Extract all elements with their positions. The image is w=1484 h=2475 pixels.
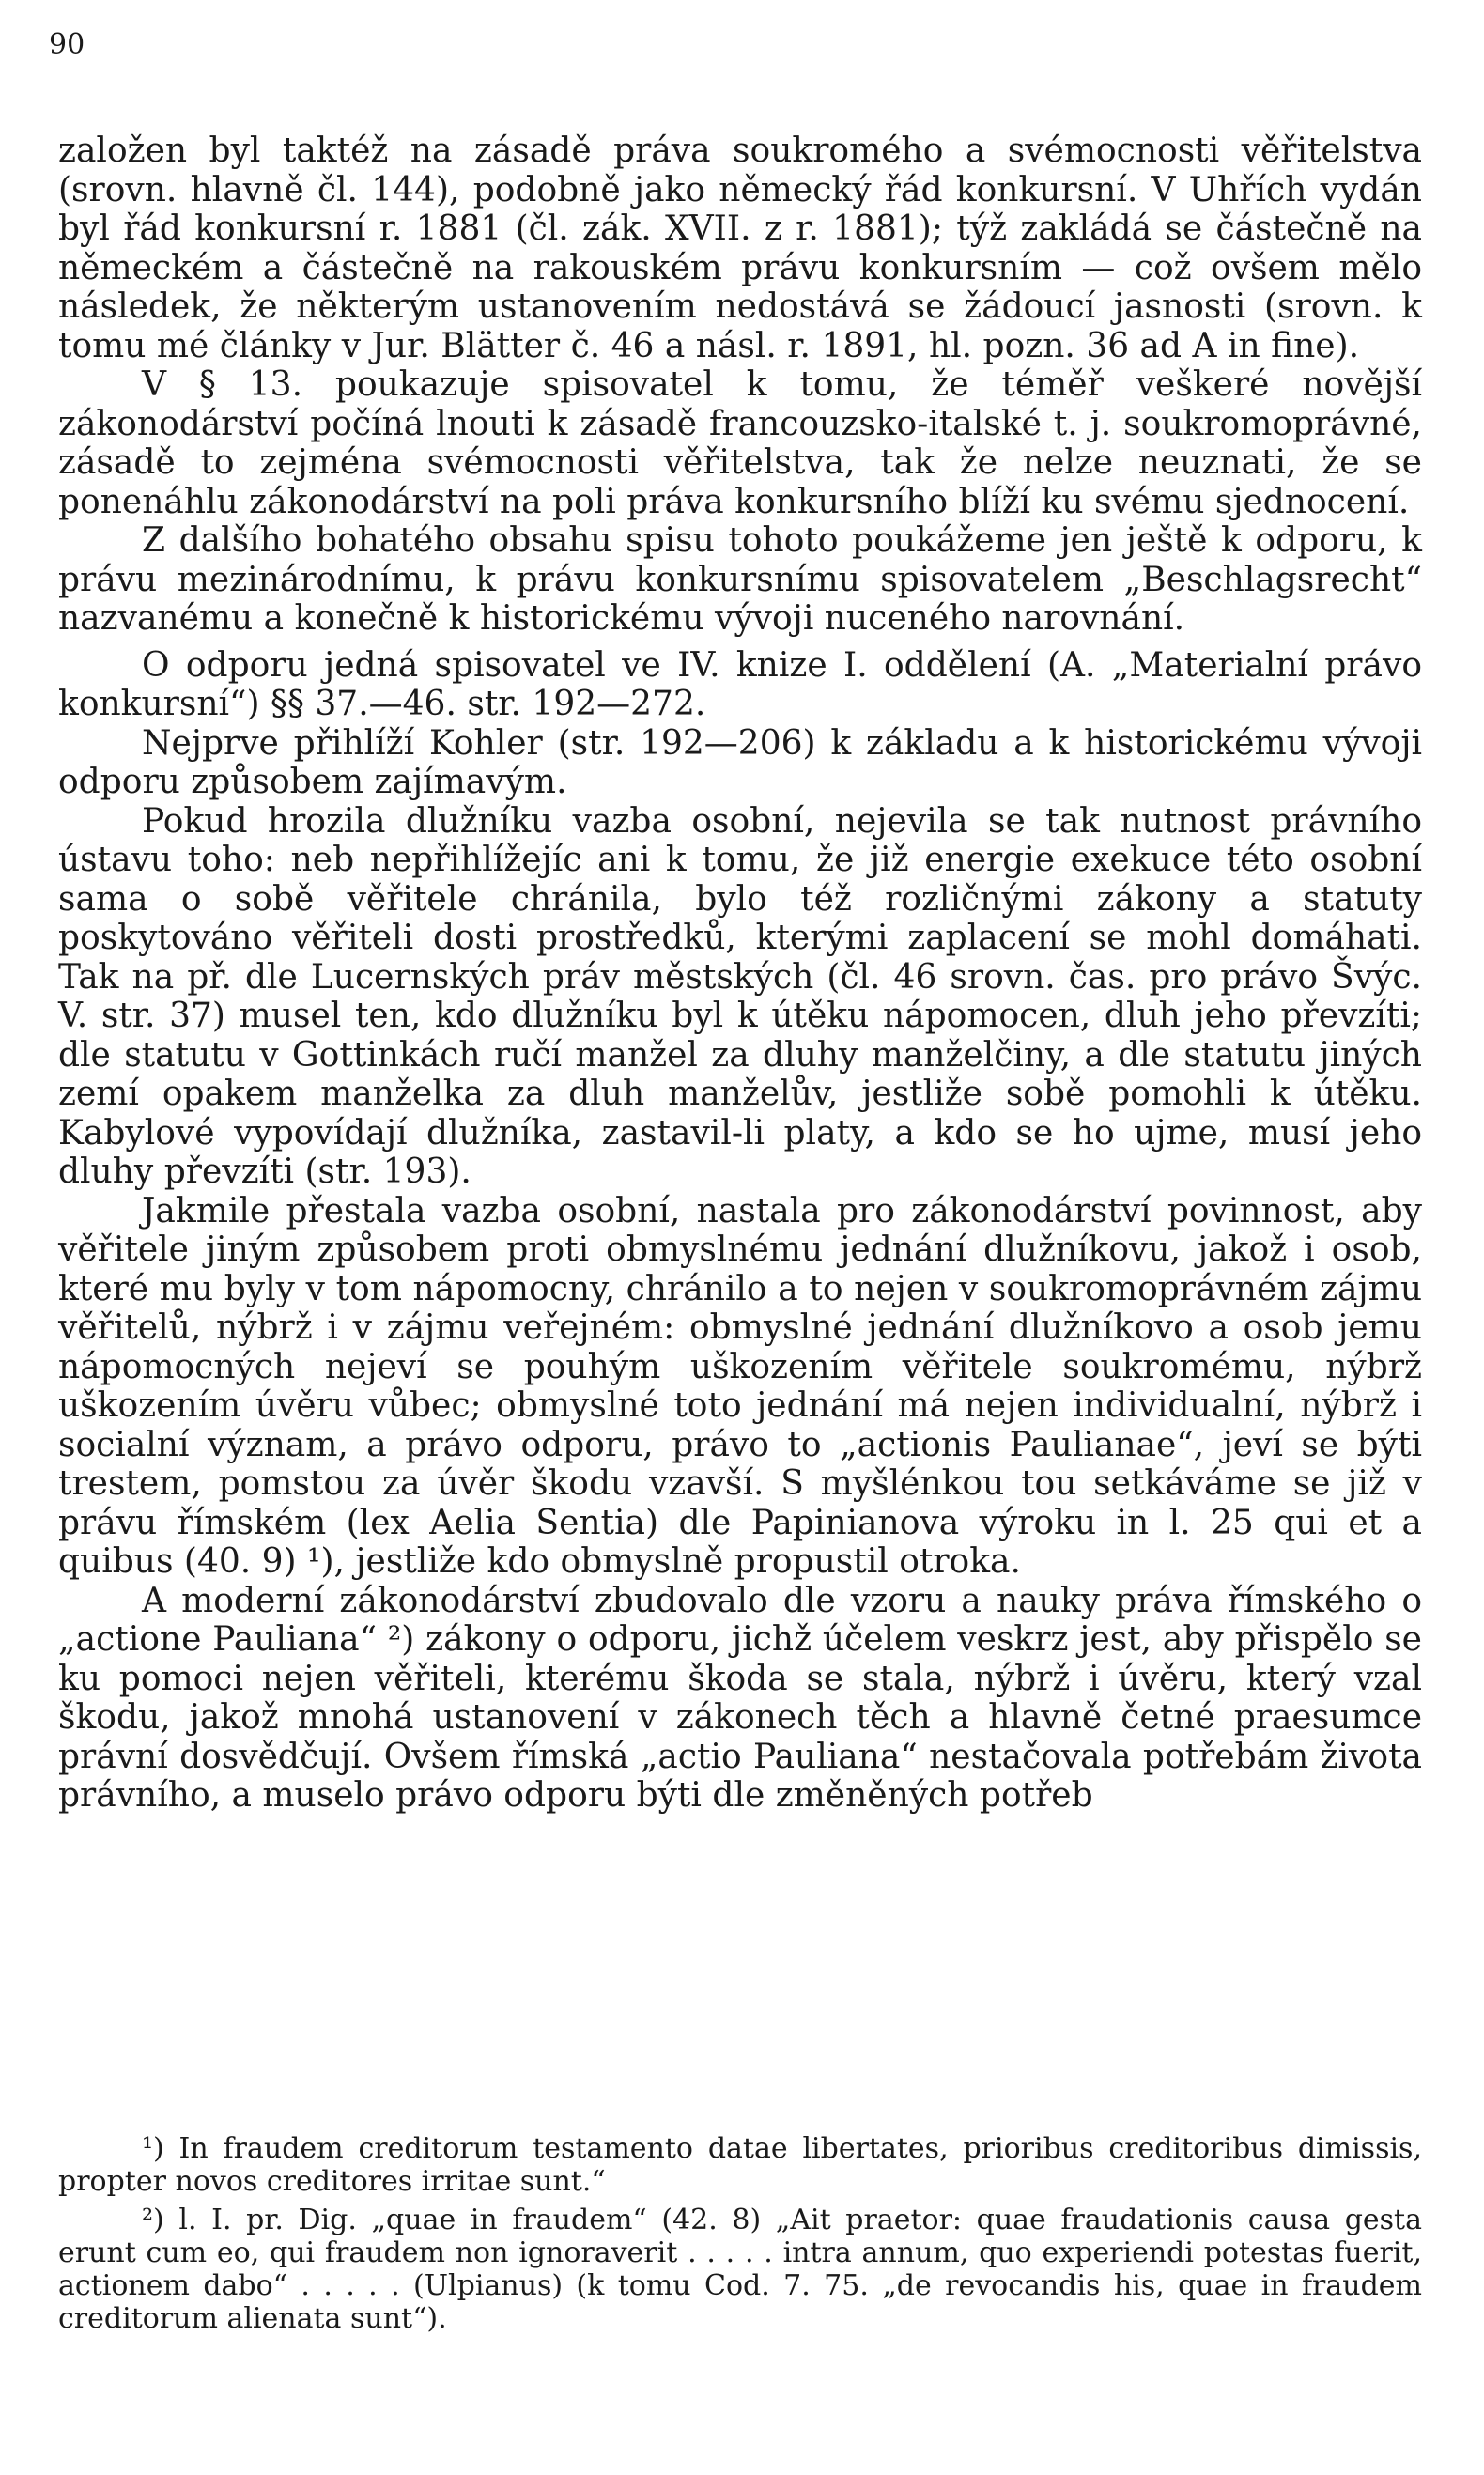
paragraph-8: A moderní zákonodárství zbudovalo dle vzoru a nauky práva římského o „actione Pauliana“ ²) zákony o odporu, jichž účelem veskrz jest, aby přispělo se ku pomoci nejen věřiteli, kterému škoda se stala, nýbrž i úvěru, který vzal škodu, jakož mnohá ustanovení v zákonech těch a hlavně četné praesumce právní dosvědčují. Ovšem římská „actio Pauliana“ nestačovala potřebám života právního, a muselo právo odporu býti dle změněných potřeb [58,1581,1422,1815]
body-text [58,131,1422,1816]
footnote-1: ¹) In fraudem creditorum testamento datae libertates, prioribus creditoribus dimissis, propter novos creditores irritae sunt.“ [58,2132,1422,2198]
paragraph-7: Jakmile přestala vazba osobní, nastala pro zákonodárství povinnost, aby věřitele jiným způsobem proti obmyslnému jednání dlužníkovu, jakož i osob, které mu byly v tom nápomocny, chránilo a to nejen v soukromoprávném zájmu věřitelů, nýbrž i v zájmu veřejném: obmyslné jednání dlužníkovo a osob jemu nápomocných nejeví se pouhým uškozením věřitele soukromému, nýbrž uškozením úvěru vůbec; obmyslné toto jednání má nejen individualní, nýbrž i socialní význam, a právo odporu, právo to „actionis Paulianae“, jeví se býti trestem, pomstou za úvěr škodu vzavší. S myšlénkou tou setkáváme se již v právu římském (lex Aelia Sentia) dle Papinianova výroku in l. 25 qui et a quibus (40. 9) ¹), jestliže kdo obmyslně propustil otroka. [58,1191,1422,1581]
page-number: 90 [49,28,85,61]
paragraph-2: V § 13. poukazuje spisovatel k tomu, že téměř veškeré novější zákonodárství počíná lnouti k zásadě francouzsko-italské t. j. soukromoprávné, zásadě to zejména svémocnosti věřitelstva, tak že nelze neuznati, že se ponenáhlu zákonodárství na poli práva konkursního blíží ku svému sjednocení. [58,365,1422,521]
paragraph-5: Nejprve přihlíží Kohler (str. 192—206) k základu a k historickému vývoji odporu způsobem zajímavým. [58,723,1422,801]
paragraph-4: O odporu jedná spisovatel ve IV. knize I. oddělení (A. „Materialní právo konkursní“) §§ 37.—46. str. 192—272. [58,645,1422,723]
paragraph-3: Z dalšího bohatého obsahu spisu tohoto poukážeme jen ještě k odporu, k právu mezinárodnímu, k právu konkursnímu spisovatelem „Beschlagsrecht“ nazvanému a konečně k historickému vývoji nuceného narovnání. [58,521,1422,638]
footnote-2: ²) l. I. pr. Dig. „quae in fraudem“ (42. 8) „Ait praetor: quae fraudationis causa gesta erunt cum eo, qui fraudem non ignoraverit . . . . . intra annum, quo experiendi potestas fuerit, actionem dabo“ . . . . . (Ulpianus) (k tomu Cod. 7. 75. „de revocandis his, quae in fraudem creditorum alienata sunt“). [58,2204,1422,2335]
footnotes [58,2132,1422,2335]
paragraph-1: založen byl taktéž na zásadě práva soukromého a svémocnosti věřitelstva (srovn. hlavně čl. 144), podobně jako německý řád konkursní. V Uhřích vydán byl řád konkursní r. 1881 (čl. zák. XVII. z r. 1881); týž zakládá se částečně na německém a částečně na rakouském právu konkursním — což ovšem mělo následek, že některým ustanovením nedostává se žádoucí jasnosti (srovn. k tomu mé články v Jur. Blätter č. 46 a násl. r. 1891, hl. pozn. 36 ad A in fine). [58,131,1422,365]
paragraph-6: Pokud hrozila dlužníku vazba osobní, nejevila se tak nutnost právního ústavu toho: neb nepřihlížejíc ani k tomu, že již energie exekuce této osobní sama o sobě věřitele chránila, bylo též rozličnými zákony a statuty poskytováno věřiteli dosti prostředků, kterými zaplacení se mohl domáhati. Tak na př. dle Lucernských práv městských (čl. 46 srovn. čas. pro právo Švýc. V. str. 37) musel ten, kdo dlužníku byl k útěku nápomocen, dluh jeho převzíti; dle statutu v Gottinkách ručí manžel za dluhy manželčiny, a dle statutu jiných zemí opakem manželka za dluh manželův, jestliže sobě pomohli k útěku. Kabylové vypovídají dlužníka, zastavil-li platy, a kdo se ho ujme, musí jeho dluhy převzíti (str. 193). [58,801,1422,1191]
